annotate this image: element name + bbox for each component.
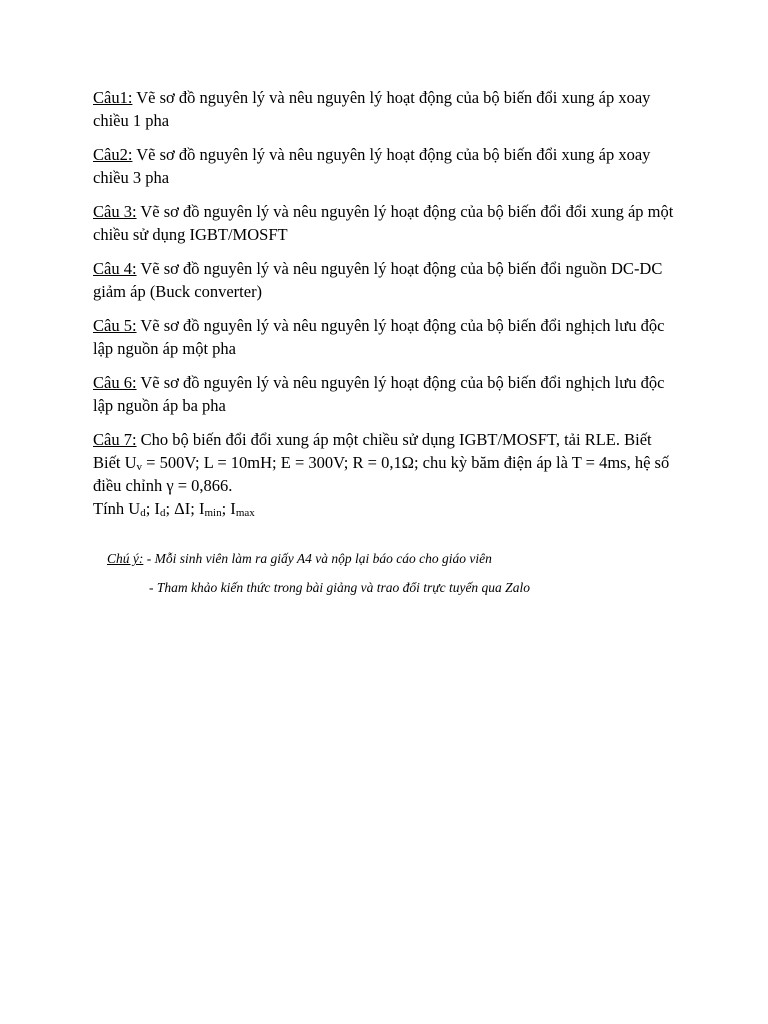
subscript-d-2: d	[159, 507, 166, 519]
question-6-text: Vẽ sơ đồ nguyên lý và nêu nguyên lý hoạt động của bộ biến đổi nghịch lưu độc lập nguồn áp ba pha	[93, 373, 665, 415]
calc-mid-2: ; ΔI; I	[165, 499, 205, 518]
calc-prefix: Tính U	[93, 499, 141, 518]
question-4-text: Vẽ sơ đồ nguyên lý và nêu nguyên lý hoạt động của bộ biến đổi nguồn DC-DC giảm áp (Buck converter)	[93, 259, 663, 301]
question-1	[93, 86, 683, 132]
question-4	[93, 257, 683, 303]
question-7	[93, 428, 683, 520]
question-7-text-a: Cho bộ biến đổi đổi xung áp một chiều sử dụng IGBT/MOSFT, tải RLE. Biết Biết U	[93, 430, 652, 472]
question-2-label: Câu2:	[93, 145, 133, 164]
question-5	[93, 314, 683, 360]
subscript-v: v	[136, 461, 143, 473]
calc-mid-1: ; I	[145, 499, 160, 518]
question-7-text-b: = 500V; L = 10mH; E = 300V; R = 0,1Ω; chu kỳ băm điện áp là T = 4ms, hệ số điều chỉnh γ = 0,866.	[93, 453, 670, 495]
note-text-1: - Mỗi sinh viên làm ra giấy A4 và nộp lại báo cáo cho giáo viên	[143, 551, 492, 566]
question-2	[93, 143, 683, 189]
question-5-text: Vẽ sơ đồ nguyên lý và nêu nguyên lý hoạt động của bộ biến đổi nghịch lưu độc lập nguồn áp một pha	[93, 316, 665, 358]
question-3	[93, 200, 683, 246]
question-3-text: Vẽ sơ đồ nguyên lý và nêu nguyên lý hoạt động của bộ biến đổi đổi xung áp một chiều sử dụng IGBT/MOSFT	[93, 202, 674, 244]
question-7-label: Câu 7:	[93, 430, 137, 449]
note-text-2: - Tham khảo kiến thức trong bài giảng và trao đổi trực tuyến qua Zalo	[149, 580, 530, 595]
question-5-label: Câu 5:	[93, 316, 137, 335]
question-1-label: Câu1:	[93, 88, 133, 107]
question-2-text: Vẽ sơ đồ nguyên lý và nêu nguyên lý hoạt động của bộ biến đổi xung áp xoay chiều 3 pha	[93, 145, 651, 187]
subscript-max: max	[235, 507, 255, 519]
note-line-1	[107, 549, 492, 569]
note-label: Chú ý:	[107, 551, 144, 566]
subscript-d-1: d	[140, 507, 146, 519]
note-line-2	[149, 578, 530, 598]
question-1-text: Vẽ sơ đồ nguyên lý và nêu nguyên lý hoạt động của bộ biến đổi xung áp xoay chiều 1 pha	[93, 88, 651, 130]
question-4-label: Câu 4:	[93, 259, 137, 278]
question-6	[93, 371, 683, 417]
question-3-label: Câu 3:	[93, 202, 137, 221]
calc-mid-3: ; I	[221, 499, 236, 518]
question-6-label: Câu 6:	[93, 373, 137, 392]
question-list	[93, 86, 683, 520]
subscript-min: min	[204, 507, 222, 519]
